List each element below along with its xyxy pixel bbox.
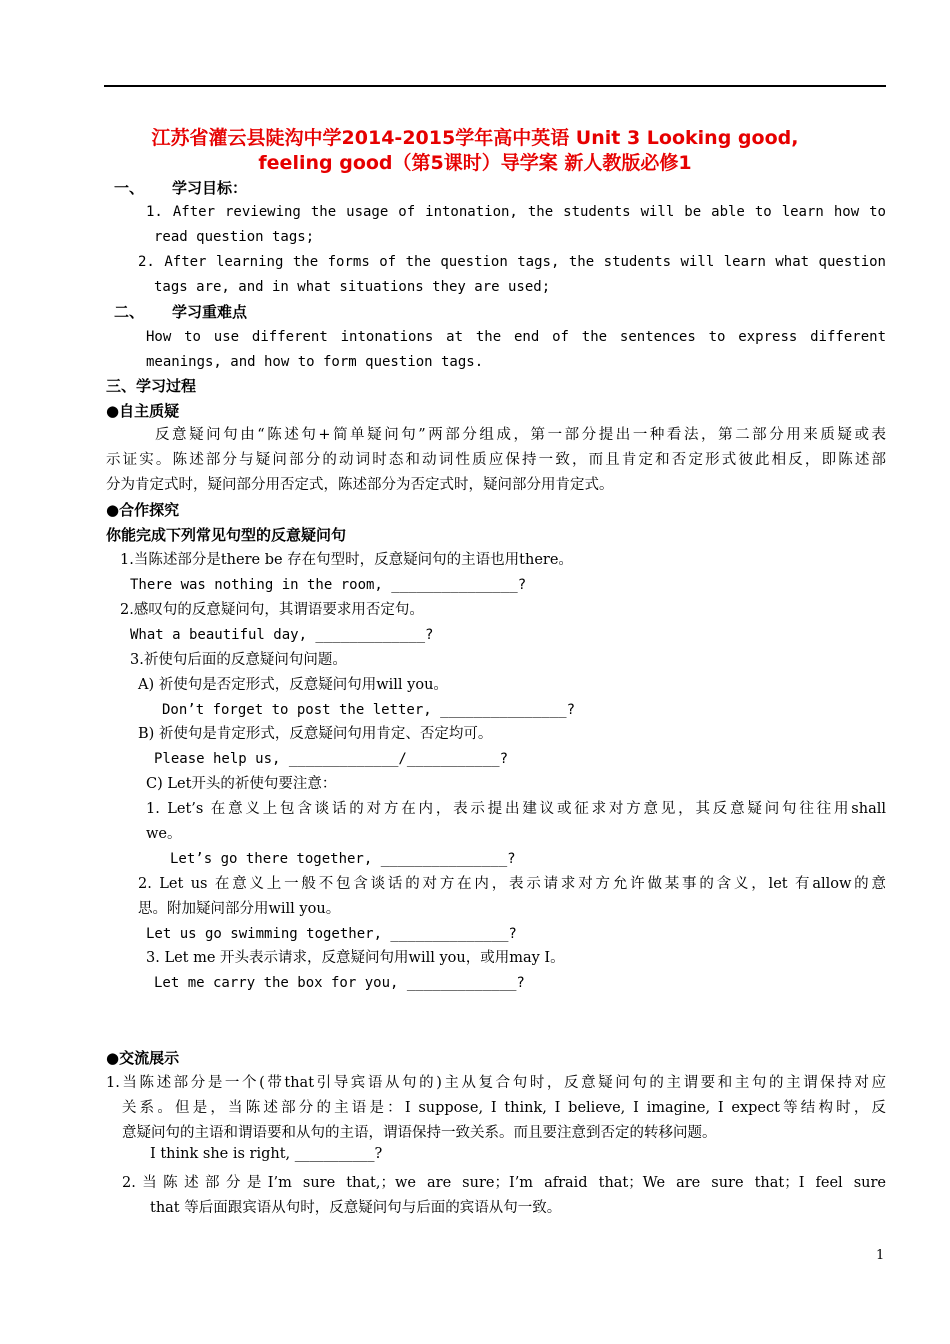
presentation-rule-1-line-2: 关系。但是，当陈述部分的主语是：I suppose, I think, I believe, I imagine, I expect等结构时，反 [122,1100,886,1116]
rule-3a: A) 祈使句是否定形式，反意疑问句用will you。 [138,677,448,693]
presentation-rule-2-line-1: 2.当陈述部分是I’m sure that,；we are sure；I’m afraid that；We are sure that；I feel sure [122,1175,886,1191]
presentation-exercise-1: I think she is right, ___________? [150,1146,383,1162]
presentation-rule-2-line-2: that 等后面跟宾语从句时，反意疑问句与后面的宾语从句一致。 [150,1200,562,1216]
section-1-number: 一、 [114,179,145,197]
rule-3b: B) 祈使句是肯定形式，反意疑问句用肯定、否定均可。 [138,726,493,742]
exercise-3c3: Let me carry the box for you, _____________? [154,975,525,991]
exercise-3c2: Let us go swimming together, ______________? [146,926,517,942]
objective-1-line-2: read question tags; [154,229,315,245]
exercise-2: What a beautiful day, _____________? [130,627,434,643]
rule-3c2-line-1: 2. Let us 在意义上一般不包含谈话的对方在内，表示请求对方允许做某事的含义，let 有allow的意 [138,876,886,892]
rule-3c1-line-1: 1. Let’s 在意义上包含谈话的对方在内，表示提出建议或征求对方意见，其反意疑问句往往用shall [146,801,886,817]
self-study-para-line-3: 分为肯定式时，疑问部分用否定式，陈述部分为否定式时，疑问部分用肯定式。 [106,477,614,493]
self-study-para-line-2: 示证实。陈述部分与疑问部分的动词时态和动词性质应保持一致，而且肯定和否定形式彼此相反，即陈述部 [106,452,886,468]
exercise-1: There was nothing in the room, _______________? [130,577,527,593]
objective-2-line-1: 2. After learning the forms of the question tags, the students will learn what question [138,254,886,270]
cooperation-subheading: 你能完成下列常见句型的反意疑问句 [106,526,347,544]
objective-1-line-1: 1. After reviewing the usage of intonation, the students will be able to learn how to [146,204,886,220]
key-points-line-2: meanings, and how to form question tags. [146,354,484,370]
rule-3c3: 3. Let me 开头表示请求，反意疑问句用will you，或用may I。 [146,950,565,966]
section-2-heading: 学习重难点 [172,303,248,321]
exercise-3a: Don’t forget to post the letter, _______________? [162,702,576,718]
key-points-line-1: How to use different intonations at the end of the sentences to express different [146,329,886,345]
section-1-heading: 学习目标： [172,179,248,197]
cooperation-heading: ●合作探究 [106,501,180,519]
page-number: 1 [876,1248,885,1263]
exercise-3c1: Let’s go there together, _______________? [170,851,516,867]
section-2-number: 二、 [114,303,145,321]
rule-3: 3.祈使句后面的反意疑问句问题。 [130,652,347,668]
rule-3c: C) Let开头的祈使句要注意： [146,776,337,792]
presentation-heading: ●交流展示 [106,1049,180,1067]
section-3-heading: 三、学习过程 [106,377,197,395]
rule-1: 1.当陈述部分是there be 存在句型时，反意疑问句的主语也用there。 [120,552,573,568]
rule-3c2-line-2: 思。附加疑问部分用will you。 [138,901,341,917]
header-rule [104,85,886,87]
self-study-heading: ●自主质疑 [106,402,180,420]
presentation-rule-1-line-3: 意疑问句的主语和谓语要和从句的主语，谓语保持一致关系。而且要注意到否定的转移问题。 [122,1125,717,1141]
self-study-para-line-1: 反意疑问句由“陈述句+简单疑问句”两部分组成，第一部分提出一种看法，第二部分用来质疑或表 [155,427,886,443]
rule-2: 2.感叹句的反意疑问句，其谓语要求用否定句。 [120,602,424,618]
document-title-line-2: feeling good（第5课时）导学案 新人教版必修1 [258,152,692,174]
objective-2-line-2: tags are, and in what situations they are used; [154,279,551,295]
document-title-line-1: 江苏省灌云县陡沟中学2014-2015学年高中英语 Unit 3 Looking good, [151,127,799,149]
exercise-3b: Please help us, _____________/___________? [154,751,509,767]
rule-3c1-line-2: we。 [146,826,182,842]
presentation-rule-1-line-1: 1.当陈述部分是一个(带that引导宾语从句的)主从复合句时，反意疑问句的主谓要和主句的主谓保持对应 [106,1075,886,1091]
